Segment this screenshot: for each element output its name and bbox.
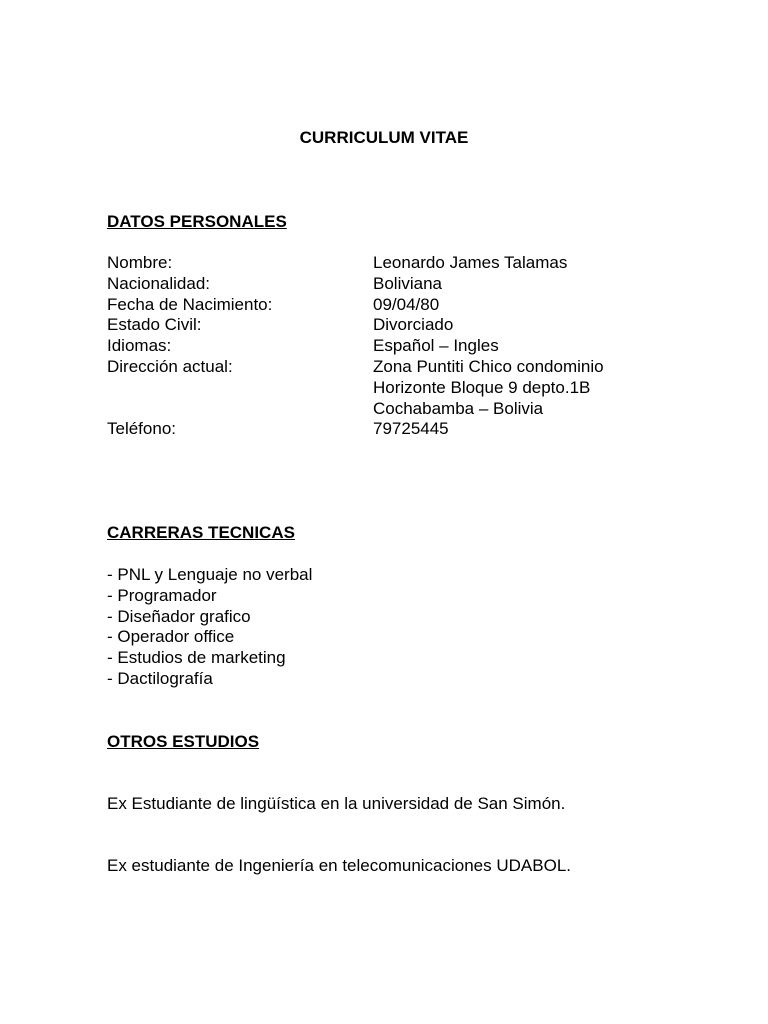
- field-row-name: [107, 253, 667, 274]
- field-label: [107, 378, 373, 399]
- list-item: - Programador: [107, 585, 217, 605]
- technical-careers-list: [107, 565, 312, 690]
- field-label: Nombre:: [107, 253, 173, 272]
- field-value: 09/04/80: [373, 294, 440, 314]
- list-item: - Estudios de marketing: [107, 648, 286, 668]
- field-row-languages: [107, 336, 667, 357]
- other-studies-paragraph: Ex estudiante de Ingeniería en telecomunicaciones UDABOL.: [107, 856, 571, 875]
- other-studies-paragraph: Ex Estudiante de lingüística en la universidad de San Simón.: [107, 794, 566, 813]
- field-row-address-line-2: [107, 378, 667, 399]
- field-value: Divorciado: [373, 315, 454, 335]
- list-item: - Dactilografía: [107, 668, 213, 688]
- field-value: Horizonte Bloque 9 depto.1B: [373, 377, 591, 397]
- section-heading-other-studies: OTROS ESTUDIOS: [107, 732, 260, 751]
- field-row-nationality: [107, 274, 667, 295]
- field-row-birthdate: [107, 295, 667, 316]
- field-value: Boliviana: [373, 273, 442, 293]
- field-value: Cochabamba – Bolivia: [373, 398, 544, 418]
- field-value: Zona Puntiti Chico condominio: [373, 356, 604, 376]
- field-label: Estado Civil:: [107, 315, 202, 335]
- field-label: Fecha de Nacimiento:: [107, 294, 273, 314]
- field-value: Español – Ingles: [373, 336, 499, 356]
- field-row-address-line-3: [107, 399, 667, 420]
- field-row-marital-status: [107, 315, 667, 336]
- field-label: Idiomas:: [107, 336, 172, 356]
- list-item: - Diseñador grafico: [107, 606, 251, 626]
- field-label: Nacionalidad:: [107, 273, 211, 293]
- field-label: Dirección actual:: [107, 356, 233, 376]
- field-value: Leonardo James Talamas: [373, 253, 568, 272]
- field-label: Teléfono:: [107, 419, 176, 439]
- field-label: [107, 399, 373, 420]
- list-item: - PNL y Lenguaje no verbal: [107, 565, 313, 584]
- section-heading-personal-data: DATOS PERSONALES: [107, 212, 287, 231]
- document-title: CURRICULUM VITAE: [299, 128, 469, 147]
- section-heading-technical-careers: CARRERAS TECNICAS: [107, 523, 295, 542]
- field-row-address: [107, 357, 667, 378]
- field-row-phone: [107, 419, 667, 440]
- list-item: - Operador office: [107, 627, 235, 647]
- field-value: 79725445: [373, 419, 449, 439]
- personal-data-table: [107, 253, 667, 440]
